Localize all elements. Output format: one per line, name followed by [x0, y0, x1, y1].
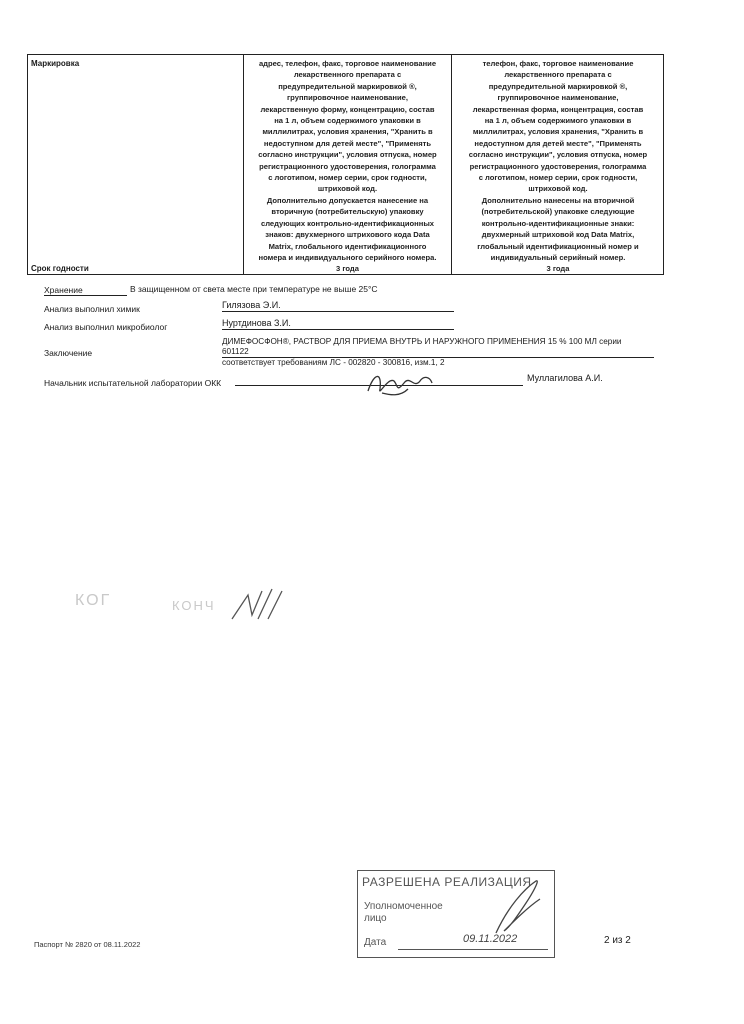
marking-spec-text: адрес, телефон, факс, торговое наименование лекарственного препарата с предупредительной маркировкой ®, группировочное наименование, лекарственную форму, концентрацию, состав на 1 л, объем содержимого упаковки в миллилитрах, условия хранения, "Хранить в недоступном для детей месте", "Применять согласно инструкции", условия отпуска, номер регистрационного удостоверения, голограмма с логотипом, номер серии, срок годности, штриховой код. Дополнительно допускается нанесение на вторичную (потребительскую) упаковку следующих контрольно-идентификационных знаков: двухмерного штрихового кода Data Matrix, глобального идентификационного номера и индивидуального серийного номера.: [258, 59, 437, 262]
stamp-person: [364, 901, 443, 925]
stamp-title: РАЗРЕШЕНА РЕАЛИЗАЦИЯ: [362, 875, 532, 889]
stamp-date-label: Дата: [364, 937, 387, 948]
release-stamp: [357, 870, 555, 958]
stamp-person-line-2: лицо: [364, 913, 387, 924]
faded-mark-mid: КОНЧ: [172, 598, 216, 613]
row-label-marking: Маркировка: [31, 59, 80, 68]
storage-value: В защищенном от света месте при температуре не выше 25°С: [130, 284, 378, 294]
signature-mark: [360, 363, 440, 403]
page-number: 2 из 2: [604, 935, 631, 946]
head-label: Начальник испытательной лаборатории ОКК: [44, 378, 222, 388]
faded-signature: [228, 585, 288, 625]
shelf-life-actual: 3 года: [546, 264, 570, 273]
stamp-person-line-1: Уполномоченное: [364, 901, 443, 912]
marking-actual-text: телефон, факс, торговое наименование лекарственного препарата с предупредительной маркировкой ®, группировочное наименование, лекарственная форма, концентрация, состав на 1 л, объем содержимого упаковки в миллилитрах, условия хранения, "Хранить в недоступном для детей месте", "Применять согласно инструкции", условия отпуска, номер регистрационного удостоверения, голограмма с логотипом, номер серии, срок годности, штриховой код. Дополнительно нанесены на вторичной (потребительской) упаковке следующие контрольно-идентификационные знаки: двухмерный штриховой код Data Matrix, глобальный идентификационный номер и индивидуальный серийный номер.: [468, 59, 648, 262]
conclusion-line-1: ДИМЕФОСФОН®, РАСТВОР ДЛЯ ПРИЕМА ВНУТРЬ И НАРУЖНОГО ПРИМЕНЕНИЯ 15 % 100 МЛ серии: [222, 337, 622, 346]
faded-mark-left: КОГ: [75, 592, 112, 609]
conclusion-label: Заключение: [44, 348, 93, 358]
stamp-signature: [488, 877, 548, 937]
marking-table: [27, 54, 664, 275]
head-name: Муллагилова А.И.: [527, 373, 603, 383]
stamp-date-line: [398, 949, 548, 950]
stamp-date-value: 09.11.2022: [463, 933, 518, 945]
storage-label: [44, 285, 127, 296]
shelf-life-spec: 3 года: [336, 264, 359, 273]
microbiologist-name: Нуртдинова З.И.: [222, 318, 454, 330]
chemist-name: Гилязова Э.И.: [222, 300, 454, 312]
conclusion-line-2: 601122: [222, 347, 654, 358]
row-label-shelf-life: Срок годности: [31, 264, 89, 273]
microbiologist-label: Анализ выполнил микробиолог: [44, 322, 168, 332]
conclusion-line-3: соответствует требованиям ЛС - 002820 - 300816, изм.1, 2: [222, 358, 445, 367]
passport-number: Паспорт № 2820 от 08.11.2022: [34, 940, 141, 949]
chemist-label: Анализ выполнил химик: [44, 304, 140, 314]
storage-label-text: Хранение: [44, 285, 83, 295]
